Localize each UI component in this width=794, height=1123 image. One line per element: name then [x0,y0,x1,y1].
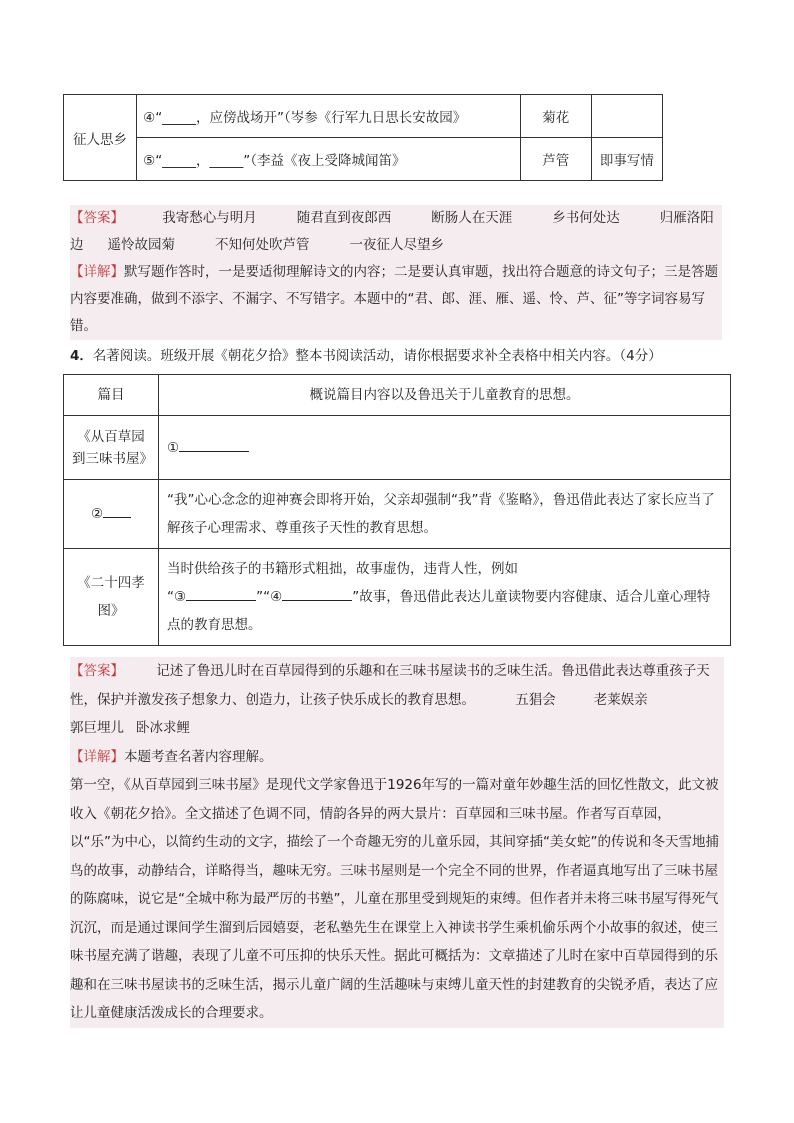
answer-item: 五猖会 [515,691,556,708]
book-header-content: 概说篇目内容以及鲁迅关于儿童教育的思想。 [159,375,731,416]
detail-block-2 [70,743,724,772]
answer-blank [282,586,352,601]
answer-item: 郭巨埋儿 [70,720,124,736]
poem-table [63,94,663,181]
answer-blank [179,437,249,452]
category-cell: 征人思乡 [64,95,137,181]
answer-item: 遥怜故园菊 [107,237,175,253]
book-table [63,374,731,646]
book-content-2: “我”心心念念的迎神赛会即将开始，父亲却强制“我”背《鉴略》，鲁迅借此表达了家长应当了解孩子心理需求、尊重孩子天性的教育思想。 [159,480,731,549]
book-title-1: 《从百草园到三味书屋》 [64,416,159,480]
book-header-title: 篇目 [64,375,159,416]
answer-item: 断肠人在天涯 [431,210,513,226]
answer-label: 【答案】 [70,663,124,679]
answer-text: 记述了鲁迅儿时在百草园得到的乐趣和在三味书屋读书的乏味生活。鲁迅借此表达尊重孩子天性，保护并激发孩子想象力、创造力，让孩子快乐成长的教育思想。 [70,663,710,708]
detail-text: 第一空，《从百草园到三味书屋》是现代文学家鲁迅于1926年写的一篇对童年妙趣生活的回忆性散文，此文被收入《朝花夕拾》。全文描述了色调不同，情韵各异的两大景片：百草园和三味书屋。作者写百草园，以“乐”为中心，以简约生动的文字，描绘了一个奇趣无穷的儿童乐园，其间穿插“美女蛇”的传说和冬天雪地捕鸟的故事，动静结合，详略得当，趣味无穷。三味书屋则是一个完全不同的世界，作者逼真地写出了三味书屋的陈腐味，说它是“全城中称为最严厉的书塾”，儿童在那里受到规矩的束缚。但作者并未将三味书屋写得死气沉沉，而是通过课间学生溜到后园嬉耍，老私塾先生在课堂上入神读书学生乘机偷乐两个小故事的叙述，使三味书屋充满了谐趣，表现了儿童不可压抑的快乐天性。据此可概括为：文章描述了儿时在家中百草园得到的乐趣和在三味书屋读书的乏味生活，揭示儿童广阔的生活趣味与束缚儿童天性的封建教育的尖锐矛盾，表达了应让儿童健康活泼成长的合理要求。 [70,777,719,1021]
answer-item: 随君直到夜郎西 [296,210,392,226]
question-number: 4． [70,348,93,364]
poem-image-4: 菊花 [520,95,591,138]
detail-intro: 本题考查名著内容理解。 [124,748,273,765]
detail-text: 默写题作答时，一是要适彻理解诗文的内容；二是要认真审题，找出符合题意的诗文句子；三是答题内容要准确，做到不添字、不漏字、不写错字。本题中的“君、郎、涯、雁、遥、怜、芦、征”等字词容易写错。 [70,264,718,334]
answer-item: 乡书何处达 [552,210,620,226]
answer-item: 不知何处吹芦管 [215,237,310,253]
answer-item: 一夜征人尽望乡 [349,237,444,253]
answer-item: 老莱娱亲 [593,691,648,708]
answer-block-1 [70,205,722,340]
question-text: 名著阅读。班级开展《朝花夕拾》整本书阅读活动，请你根据要求补全表格中相关内容。（4分） [92,348,662,364]
answer-label: 【答案】 [70,210,124,226]
book-title-2: ② [64,480,159,549]
answer-blank [103,503,131,518]
book-content-1: ① [159,416,731,480]
book-content-3: 当时供给孩子的书籍形式粗拙，故事虚伪，违背人性，例如 “③ ”“④ ”故事，鲁迅借此表达儿童读物要内容健康、适合儿童心理特点的教育思想。 [159,549,731,646]
poem-image-5: 芦管 [520,138,591,181]
answer-blank [186,586,256,601]
detail-label: 【详解】 [70,264,124,280]
detail-label: 【详解】 [70,748,124,765]
detail-block-1 [70,259,722,340]
answer-item: 卧冰求鲤 [136,720,190,736]
poem-mood-4 [591,95,662,138]
answer-block-2 [70,657,724,1028]
answer-item: 归雁洛阳边 [70,210,714,253]
answer-item: 我寄愁心与明月 [162,210,257,226]
book-title-3: 《二十四孝图》 [64,549,159,646]
question-4 [70,345,730,367]
poem-line-5: ⑤“_____，_____”（李益《夜上受降城闻笛》 [137,138,521,181]
poem-mood-5: 即事写情 [591,138,662,181]
poem-line-4: ④“_____，应傍战场开”（岑参《行军九日思长安故园》 [137,95,521,138]
